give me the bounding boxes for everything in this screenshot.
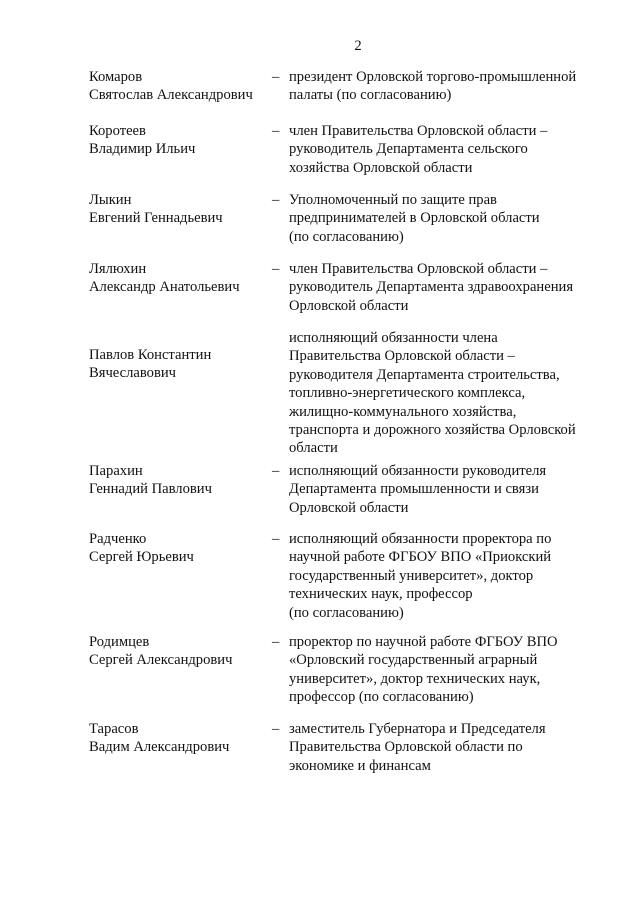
separator-dash: –	[272, 192, 280, 208]
position-line: руководителя Департамента строительства,	[289, 366, 560, 383]
member-given-names: Сергей Юрьевич	[89, 549, 194, 566]
member-position	[289, 329, 589, 458]
member-position	[289, 68, 589, 105]
member-name	[89, 346, 269, 383]
member-surname: Лялюхин	[89, 261, 147, 277]
position-line: профессор (по согласованию)	[289, 689, 474, 706]
position-line: член Правительства Орловской области –	[289, 123, 548, 139]
member-name	[89, 462, 269, 499]
separator-dash: –	[272, 531, 280, 547]
member-surname: Коротеев	[89, 123, 146, 139]
position-line: Уполномоченный по защите прав	[289, 192, 497, 208]
member-given-names: Вячеславович	[89, 365, 176, 382]
member-given-names: Вадим Александрович	[89, 739, 230, 756]
position-line: президент Орловской торгово-промышленной	[289, 69, 577, 85]
position-line: исполняющий обязанности члена	[289, 330, 498, 346]
position-line: Правительства Орловской области –	[289, 348, 515, 365]
position-line: исполняющий обязанности проректора по	[289, 531, 552, 547]
member-position	[289, 122, 589, 177]
position-line: университет», доктор технических наук,	[289, 670, 541, 687]
position-line: исполняющий обязанности руководителя	[289, 463, 547, 479]
member-name	[89, 68, 269, 105]
position-line: Орловской области	[289, 297, 409, 314]
member-name	[89, 191, 269, 228]
position-line: (по согласованию)	[289, 228, 404, 245]
page-number: 2	[354, 38, 362, 54]
member-given-names: Александр Анатольевич	[89, 279, 240, 296]
member-name	[89, 122, 269, 159]
member-name	[89, 720, 269, 757]
position-line: хозяйства Орловской области	[289, 159, 473, 176]
position-line: предпринимателей в Орловской области	[289, 210, 540, 227]
position-line: жилищно-коммунального хозяйства,	[289, 403, 517, 420]
member-given-names: Геннадий Павлович	[89, 481, 212, 498]
position-line: Орловской области	[289, 499, 409, 516]
member-position	[289, 191, 589, 246]
member-surname: Комаров	[89, 69, 143, 85]
member-position	[289, 462, 589, 517]
separator-dash: –	[272, 634, 280, 650]
member-given-names: Евгений Геннадьевич	[89, 210, 223, 227]
position-line: топливно-энергетического комплекса,	[289, 385, 526, 402]
member-given-names: Сергей Александрович	[89, 652, 233, 669]
position-line: экономике и финансам	[289, 757, 431, 774]
position-line: «Орловский государственный аграрный	[289, 652, 538, 669]
position-line: технических наук, профессор	[289, 586, 473, 603]
position-line: руководитель Департамента здравоохранения	[289, 279, 574, 296]
member-position	[289, 720, 589, 775]
separator-dash: –	[272, 721, 280, 737]
member-surname: Радченко	[89, 531, 147, 547]
member-surname: Лыкин	[89, 192, 132, 208]
member-position	[289, 633, 589, 707]
position-line: транспорта и дорожного хозяйства Орловской	[289, 422, 576, 439]
member-given-names: Святослав Александрович	[89, 87, 253, 104]
member-surname: Тарасов	[89, 721, 139, 737]
member-surname: Павлов Константин	[89, 347, 212, 363]
position-line: проректор по научной работе ФГБОУ ВПО	[289, 634, 558, 650]
separator-dash: –	[272, 69, 280, 85]
separator-dash: –	[272, 123, 280, 139]
member-position	[289, 260, 589, 315]
member-surname: Родимцев	[89, 634, 150, 650]
member-name	[89, 260, 269, 297]
member-position	[289, 530, 589, 622]
position-line: палаты (по согласованию)	[289, 87, 452, 104]
position-line: Департамента промышленности и связи	[289, 481, 539, 498]
member-given-names: Владимир Ильич	[89, 141, 196, 158]
position-line: заместитель Губернатора и Председателя	[289, 721, 546, 737]
position-line: Правительства Орловской области по	[289, 739, 523, 756]
position-line: член Правительства Орловской области –	[289, 261, 548, 277]
member-name	[89, 530, 269, 567]
position-line: научной работе ФГБОУ ВПО «Приокский	[289, 549, 552, 566]
separator-dash: –	[272, 463, 280, 479]
separator-dash: –	[272, 261, 280, 277]
position-line: области	[289, 440, 338, 457]
position-line: руководитель Департамента сельского	[289, 141, 528, 158]
position-line: государственный университет», доктор	[289, 567, 534, 584]
member-name	[89, 633, 269, 670]
member-surname: Парахин	[89, 463, 143, 479]
position-line: (по согласованию)	[289, 604, 404, 621]
